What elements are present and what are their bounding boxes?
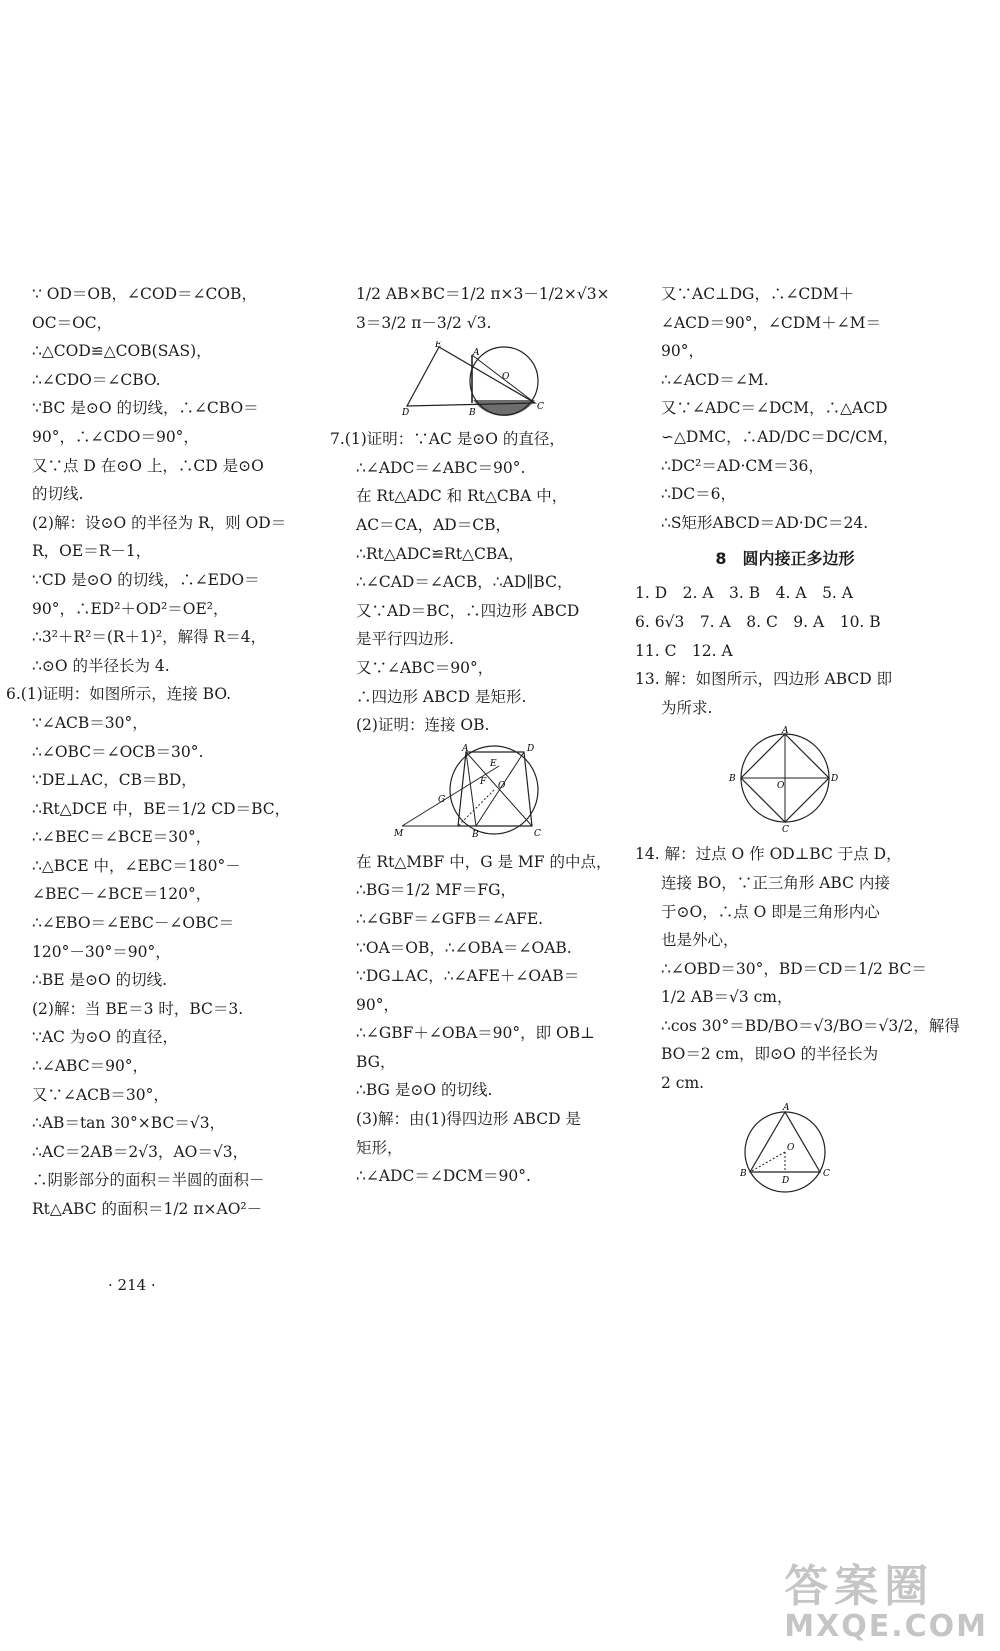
figure-rectangle-in-circle bbox=[330, 744, 628, 844]
text-line: 7.(1)证明：∵AC 是⊙O 的直径， bbox=[330, 430, 565, 449]
text-line: 的切线. bbox=[32, 485, 84, 504]
svg-text:C: C bbox=[537, 402, 544, 413]
text-line: ∵CD 是⊙O 的切线，∴∠EDO＝ bbox=[32, 570, 260, 589]
text-line: 于⊙O，∴点 O 即是三角形内心 bbox=[661, 902, 880, 921]
figure-tangent-semicircle bbox=[330, 341, 628, 421]
text-line: 连接 BO，∵正三角形 ABC 内接 bbox=[661, 873, 890, 892]
text-line: ∠BEC－∠BCE＝120°， bbox=[32, 885, 212, 904]
text-line: ∵∠ACB＝30°， bbox=[32, 713, 148, 732]
text-line: ∴∠GBF＝∠GFB＝∠AFE. bbox=[356, 909, 544, 928]
text-line: ∴∠OBD＝30°，BD＝CD＝1/2 BC＝ bbox=[661, 959, 927, 978]
text-line: 在 Rt△MBF 中，G 是 MF 的中点， bbox=[356, 852, 612, 871]
svg-text:O: O bbox=[787, 1142, 795, 1153]
text-line: ∽△DMC，∴AD/DC＝DC/CM， bbox=[661, 427, 899, 446]
svg-text:C: C bbox=[534, 828, 541, 839]
text-line: 13. 解：如图所示，四边形 ABCD 即 bbox=[635, 670, 893, 689]
f3-label: A bbox=[782, 726, 789, 737]
svg-text:B: B bbox=[469, 408, 476, 419]
text-line: 11. C 12. A bbox=[635, 641, 733, 660]
text-line: ∴cos 30°＝BD/BO＝√3/BO＝√3/2，解得 bbox=[661, 1016, 960, 1035]
section-title: 8 圆内接正多边形 bbox=[715, 549, 855, 569]
text-line: ∴BG＝1/2 MF＝FG， bbox=[356, 881, 517, 900]
f3-label: O bbox=[777, 781, 785, 792]
text-line: ∵ OD＝OB，∠COD＝∠COB， bbox=[32, 285, 257, 303]
text-line: ∵AC 为⊙O 的直径， bbox=[32, 1028, 178, 1047]
right-column bbox=[635, 280, 960, 1206]
svg-text:D: D bbox=[782, 1175, 790, 1186]
text-line: 为所求. bbox=[661, 698, 713, 717]
text-line: AC＝CA，AD＝CB， bbox=[356, 515, 511, 534]
text-line: 又∵AD＝BC，∴四边形 ABCD bbox=[356, 601, 580, 620]
text-line: 又∵AC⊥DG，∴∠CDM＋ bbox=[661, 285, 855, 303]
text-line: ∴∠ADC＝∠ABC＝90°. bbox=[356, 458, 526, 477]
text-line: ∴阴影部分的面积＝半圆的面积－ bbox=[32, 1171, 265, 1190]
text-line: 90°， bbox=[661, 342, 704, 361]
text-line: ∵OA＝OB，∴∠OBA＝∠OAB. bbox=[356, 938, 572, 957]
page-number: · 214 · bbox=[108, 1276, 156, 1294]
svg-text:D: D bbox=[527, 743, 535, 754]
svg-text:F: F bbox=[480, 776, 487, 787]
text-line: 矩形， bbox=[356, 1138, 403, 1157]
text-line: ∴四边形 ABCD 是矩形. bbox=[356, 687, 527, 706]
svg-text:O: O bbox=[498, 780, 506, 791]
text-line: ∴∠GBF＋∠OBA＝90°，即 OB⊥ bbox=[356, 1024, 595, 1043]
text-line: 1. D 2. A 3. B 4. A 5. A bbox=[635, 584, 853, 603]
text-line: 是平行四边形. bbox=[356, 630, 454, 649]
f3-label: D bbox=[831, 774, 839, 785]
text-line: ∴∠CDO＝∠CBO. bbox=[32, 370, 161, 389]
text-line: ∴S矩形ABCD＝AD·DC＝24. bbox=[661, 513, 869, 532]
text-line: ∵BC 是⊙O 的切线，∴∠CBO＝ bbox=[32, 399, 259, 418]
text-line: R，OE＝R－1， bbox=[32, 542, 152, 561]
text-line: ∴BE 是⊙O 的切线. bbox=[32, 971, 168, 990]
text-line: 又∵∠ADC＝∠DCM，∴△ACD bbox=[661, 399, 888, 418]
svg-text:M: M bbox=[394, 828, 404, 839]
text-line: ∴BG 是⊙O 的切线. bbox=[356, 1081, 493, 1100]
text-line: ∴Rt△DCE 中，BE＝1/2 CD＝BC， bbox=[32, 799, 291, 818]
text-line: ∴∠BEC＝∠BCE＝30°， bbox=[32, 828, 212, 847]
text-line: ∠ACD＝90°，∠CDM＋∠M＝ bbox=[661, 313, 881, 332]
text-line: 90°，∴ED²＋OD²＝OE²， bbox=[32, 599, 229, 618]
text-line: 2 cm. bbox=[661, 1074, 705, 1093]
text-line: 90°， bbox=[356, 995, 399, 1014]
text-line: 3＝3/2 π－3/2 √3. bbox=[356, 313, 492, 332]
text-line: (2)解：当 BE＝3 时，BC＝3. bbox=[32, 999, 244, 1018]
svg-text:B: B bbox=[740, 1168, 747, 1179]
middle-column bbox=[330, 280, 628, 1191]
text-line: ∴∠OBC＝∠OCB＝30°. bbox=[32, 742, 204, 761]
text-line: 14. 解：过点 O 作 OD⊥BC 于点 D， bbox=[635, 845, 902, 864]
text-line: BO＝2 cm，即⊙O 的半径长为 bbox=[661, 1045, 879, 1064]
text-line: ∴∠ADC＝∠DCM＝90°. bbox=[356, 1167, 531, 1186]
text-line: ∵DE⊥AC，CB＝BD， bbox=[32, 771, 197, 790]
f3-label: C bbox=[782, 825, 789, 836]
text-line: ∴∠EBO＝∠EBC－∠OBC＝ bbox=[32, 914, 235, 933]
text-line: ∴△BCE 中，∠EBC＝180°－ bbox=[32, 856, 241, 875]
text-line: OC＝OC， bbox=[32, 313, 113, 332]
text-line: ∴AB＝tan 30°×BC＝√3， bbox=[32, 1114, 226, 1133]
figure-triangle-in-circle bbox=[635, 1102, 935, 1202]
svg-text:D: D bbox=[402, 408, 410, 419]
text-line: 1/2 AB＝√3 cm， bbox=[661, 988, 793, 1007]
watermark: 答案圈 MXQE.COM bbox=[784, 1561, 988, 1644]
svg-text:A: A bbox=[783, 1102, 790, 1113]
text-line: (3)解：由(1)得四边形 ABCD 是 bbox=[356, 1110, 581, 1129]
text-line: ∵DG⊥AC，∴∠AFE＋∠OAB＝ bbox=[356, 967, 580, 986]
svg-text:E: E bbox=[435, 341, 442, 351]
text-line: ∴DC＝6， bbox=[661, 485, 737, 504]
svg-text:E: E bbox=[490, 758, 497, 769]
text-line: ∴∠ABC＝90°， bbox=[32, 1057, 149, 1076]
svg-text:A: A bbox=[473, 348, 480, 359]
text-line: ∴Rt△ADC≌Rt△CBA， bbox=[356, 544, 524, 563]
svg-text:C: C bbox=[823, 1168, 830, 1179]
text-line: 又∵∠ABC＝90°， bbox=[356, 658, 494, 677]
text-line: (2)解：设⊙O 的半径为 R，则 OD＝ bbox=[32, 513, 287, 532]
text-line: 1/2 AB×BC＝1/2 π×3－1/2×√3× bbox=[356, 285, 610, 303]
text-line: Rt△ABC 的面积＝1/2 π×AO²－ bbox=[32, 1200, 263, 1218]
text-line: ∴⊙O 的半径长为 4. bbox=[32, 656, 170, 675]
text-line: ∴∠CAD＝∠ACB，∴AD∥BC， bbox=[356, 573, 573, 592]
text-line: 又∵点 D 在⊙O 上，∴CD 是⊙O bbox=[32, 456, 264, 475]
svg-text:B: B bbox=[472, 829, 479, 840]
text-line: 又∵∠ACB＝30°， bbox=[32, 1085, 169, 1104]
text-line: 6. 6√3 7. A 8. C 9. A 10. B bbox=[635, 612, 881, 631]
text-line: 120°－30°＝90°， bbox=[32, 942, 171, 961]
text-line: 在 Rt△ADC 和 Rt△CBA 中， bbox=[356, 487, 568, 506]
text-line: 6.(1)证明：如图所示，连接 BO. bbox=[6, 685, 232, 704]
text-line: 90°，∴∠CDO＝90°， bbox=[32, 427, 199, 446]
text-line: ∴△COD≌△COB(SAS)， bbox=[32, 342, 212, 361]
svg-text:O: O bbox=[502, 372, 510, 383]
text-line: ∴∠ACD＝∠M. bbox=[661, 370, 769, 389]
svg-text:A: A bbox=[462, 743, 469, 754]
text-line: ∴AC＝2AB＝2√3，AO＝√3， bbox=[32, 1142, 249, 1161]
text-line: ∴DC²＝AD·CM＝36， bbox=[661, 456, 824, 475]
svg-text:G: G bbox=[438, 794, 446, 805]
f3-label: B bbox=[729, 774, 736, 785]
text-line: ∴3²＋R²＝(R＋1)²，解得 R＝4， bbox=[32, 628, 267, 647]
text-line: (2)证明：连接 OB. bbox=[356, 716, 490, 735]
text-line: BG， bbox=[356, 1052, 396, 1071]
text-line: 也是外心， bbox=[661, 931, 739, 950]
left-column bbox=[6, 280, 306, 1224]
figure-square-in-circle bbox=[635, 726, 935, 836]
